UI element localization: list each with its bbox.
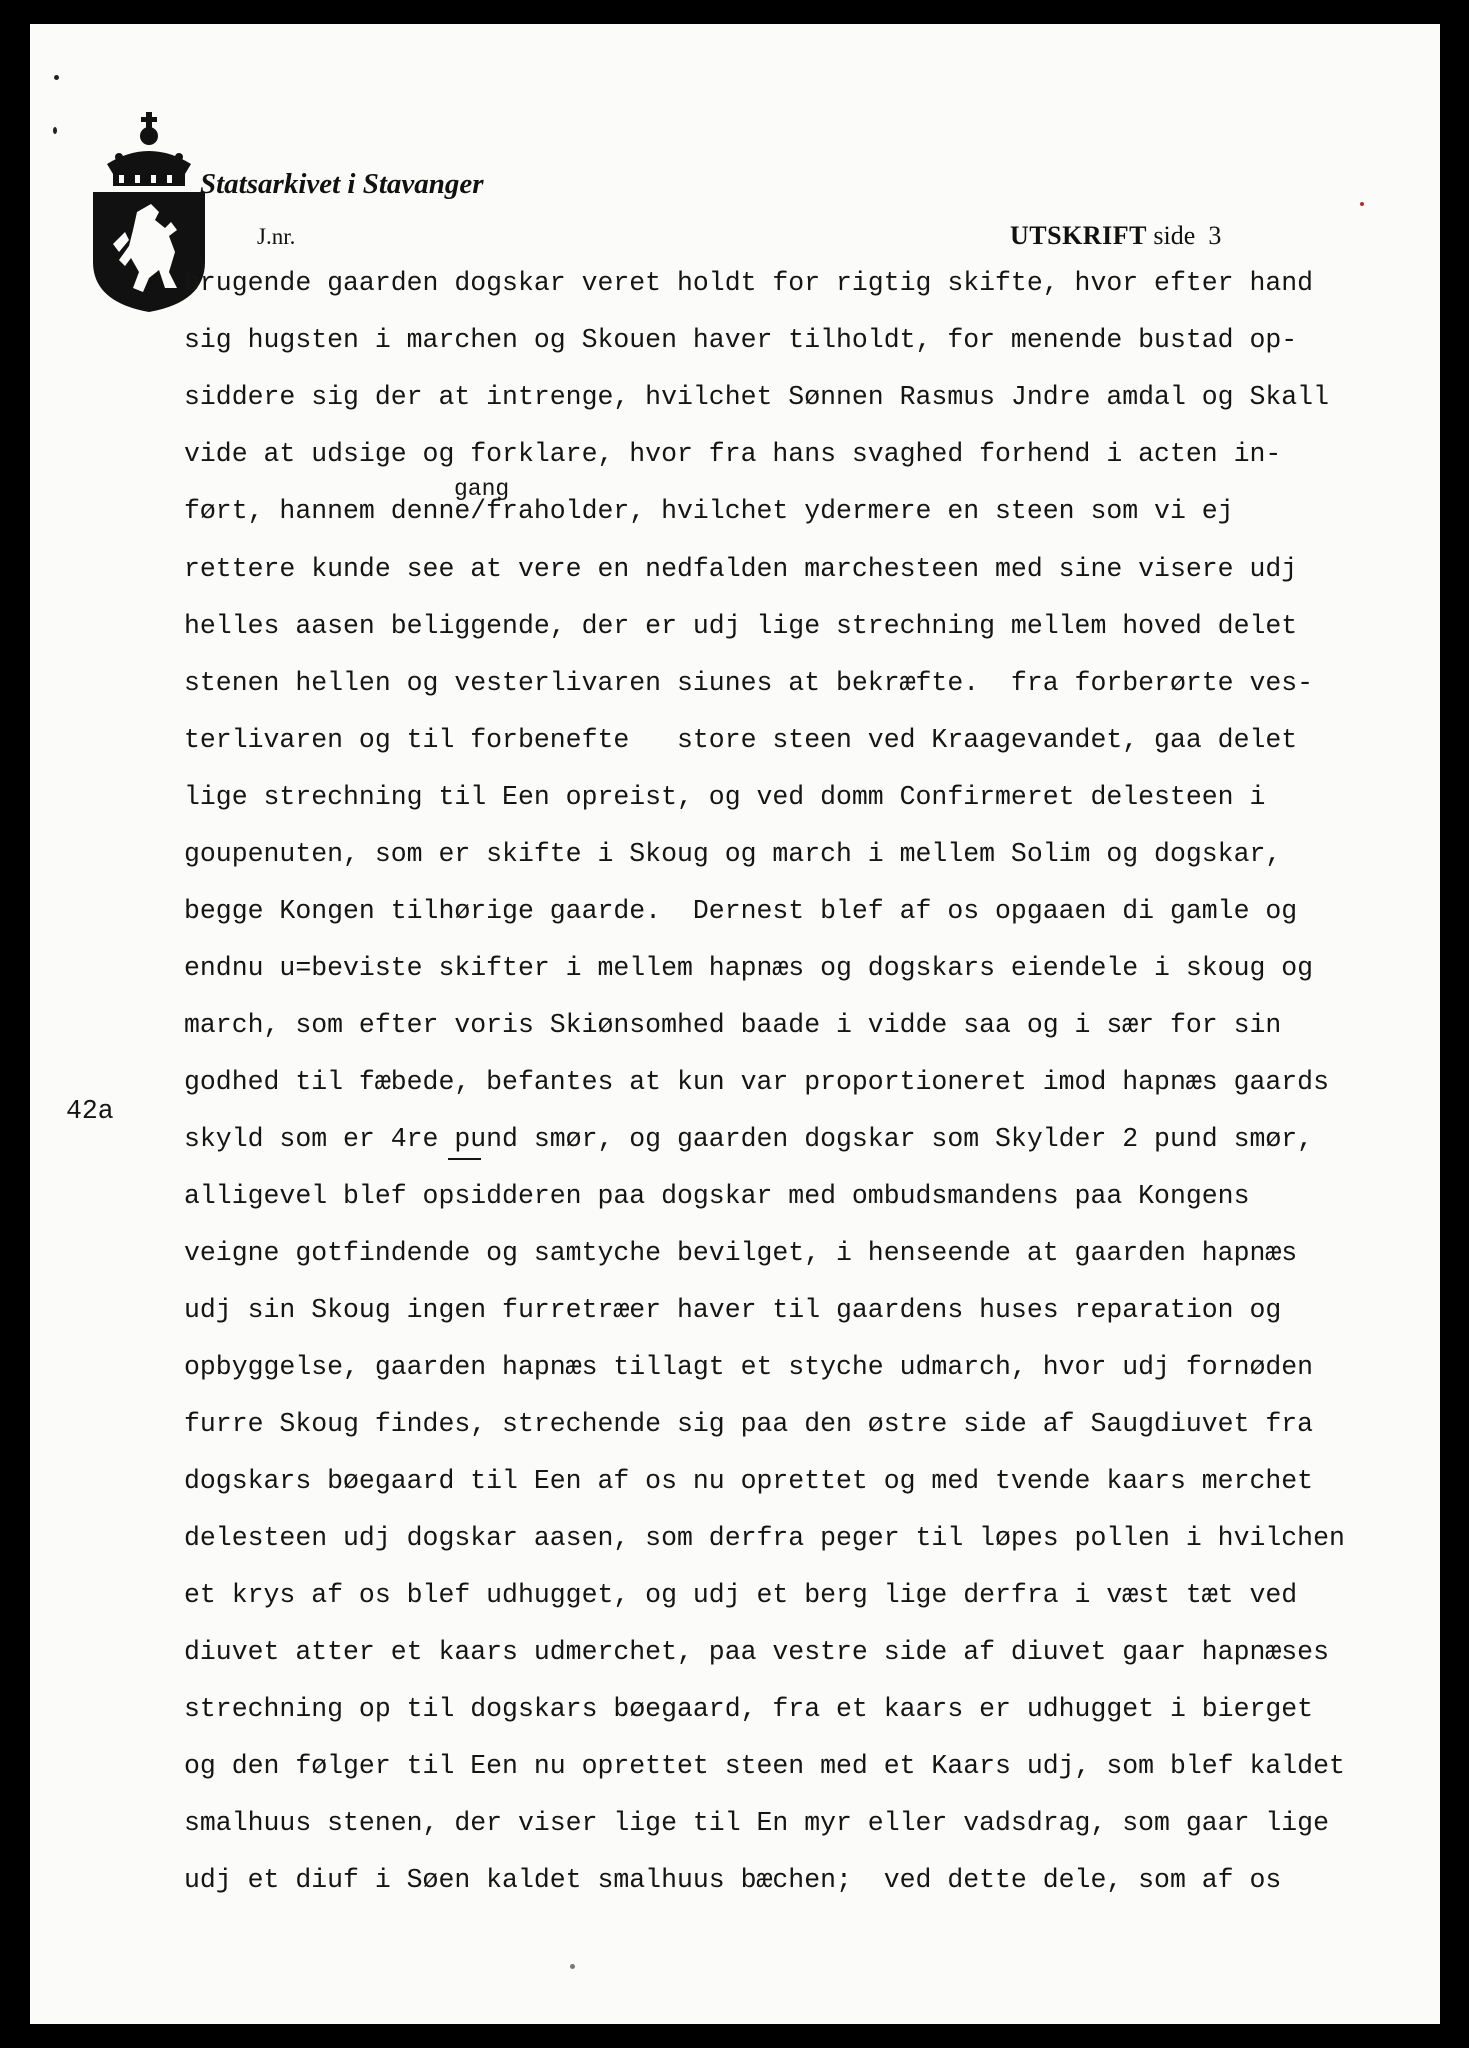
text-line: brugende gaarden dogskar veret holdt for rigtig skifte, hvor efter hand bbox=[184, 268, 1314, 298]
text-line: vide at udsige og forklare, hvor fra hans svaghed forhend i acten in- bbox=[184, 439, 1282, 469]
underline-mark bbox=[448, 1158, 481, 1160]
text-line-underlined: skyld som er 4re pund smør, og gaarden dogskar som Skylder 2 pund smør, bbox=[184, 1124, 1314, 1154]
text-line: helles aasen beliggende, der er udj lige strechning mellem hoved delet bbox=[184, 611, 1298, 641]
archive-name: Statsarkivet i Stavanger bbox=[200, 168, 484, 200]
speck-mark bbox=[54, 75, 59, 80]
document-page bbox=[30, 24, 1440, 2024]
text-line: sig hugsten i marchen og Skouen haver tilholdt, for menende bustad op- bbox=[184, 325, 1298, 355]
text-line: terlivaren og til forbenefte store steen ved Kraagevandet, gaa delet bbox=[184, 725, 1298, 755]
page-number: 3 bbox=[1208, 221, 1222, 250]
text-line: godhed til fæbede, befantes at kun var proportioneret imod hapnæs gaards bbox=[184, 1067, 1329, 1097]
text-line: ført, hannem denne/fraholder, hvilchet ydermere en steen som vi ej bbox=[184, 496, 1234, 526]
text-line: stenen hellen og vesterlivaren siunes at bekræfte. fra forberørte ves- bbox=[184, 668, 1314, 698]
utskrift-label: UTSKRIFT bbox=[1010, 221, 1147, 250]
interlinear-insertion: gang bbox=[454, 476, 510, 502]
text-line: goupenuten, som er skifte i Skoug og march i mellem Solim og dogskar, bbox=[184, 839, 1282, 869]
text-line: udj et diuf i Søen kaldet smalhuus bæchen; ved dette dele, som af os bbox=[184, 1865, 1282, 1895]
text-line: strechning op til dogskars bøegaard, fra et kaars er udhugget i bierget bbox=[184, 1694, 1314, 1724]
text-line: og den følger til Een nu oprettet steen med et Kaars udj, som blef kaldet bbox=[184, 1751, 1345, 1781]
text-line: alligevel blef opsidderen paa dogskar med ombudsmandens paa Kongens bbox=[184, 1181, 1250, 1211]
text-line: dogskars bøegaard til Een af os nu oprettet og med tvende kaars merchet bbox=[184, 1466, 1314, 1496]
text-line: veigne gotfindende og samtyche bevilget, i henseende at gaarden hapnæs bbox=[184, 1238, 1298, 1268]
journal-number-label: J.nr. bbox=[257, 224, 296, 249]
speck-mark bbox=[570, 1964, 575, 1969]
text-line: diuvet atter et kaars udmerchet, paa vestre side af diuvet gaar hapnæses bbox=[184, 1637, 1329, 1667]
text-line: smalhuus stenen, der viser lige til En myr eller vadsdrag, som gaar lige bbox=[184, 1808, 1329, 1838]
text-line: lige strechning til Een opreist, og ved domm Confirmeret delesteen i bbox=[184, 782, 1266, 812]
speck-mark bbox=[1360, 202, 1364, 206]
speck-mark bbox=[53, 127, 57, 134]
text-line: udj sin Skoug ingen furretræer haver til gaardens huses reparation og bbox=[184, 1295, 1282, 1325]
text-line: opbyggelse, gaarden hapnæs tillagt et styche udmarch, hvor udj fornøden bbox=[184, 1352, 1314, 1382]
text-line: furre Skoug findes, strechende sig paa den østre side af Saugdiuvet fra bbox=[184, 1409, 1314, 1439]
text-line: march, som efter voris Skiønsomhed baade i vidde saa og i sær for sin bbox=[184, 1010, 1282, 1040]
margin-note: 42a bbox=[66, 1096, 114, 1126]
page-header-utskrift bbox=[1010, 221, 1221, 251]
text-line: begge Kongen tilhørige gaarde. Dernest blef af os opgaaen di gamle og bbox=[184, 896, 1298, 926]
text-line: endnu u=beviste skifter i mellem hapnæs og dogskars eiendele i skoug og bbox=[184, 953, 1314, 983]
side-label: side bbox=[1153, 221, 1196, 250]
text-line: siddere sig der at intrenge, hvilchet Sønnen Rasmus Jndre amdal og Skall bbox=[184, 382, 1329, 412]
text-line: delesteen udj dogskar aasen, som derfra peger til løpes pollen i hvilchen bbox=[184, 1523, 1345, 1553]
text-line: et krys af os blef udhugget, og udj et berg lige derfra i væst tæt ved bbox=[184, 1580, 1298, 1610]
text-line: rettere kunde see at vere en nedfalden marchesteen med sine visere udj bbox=[184, 554, 1298, 584]
